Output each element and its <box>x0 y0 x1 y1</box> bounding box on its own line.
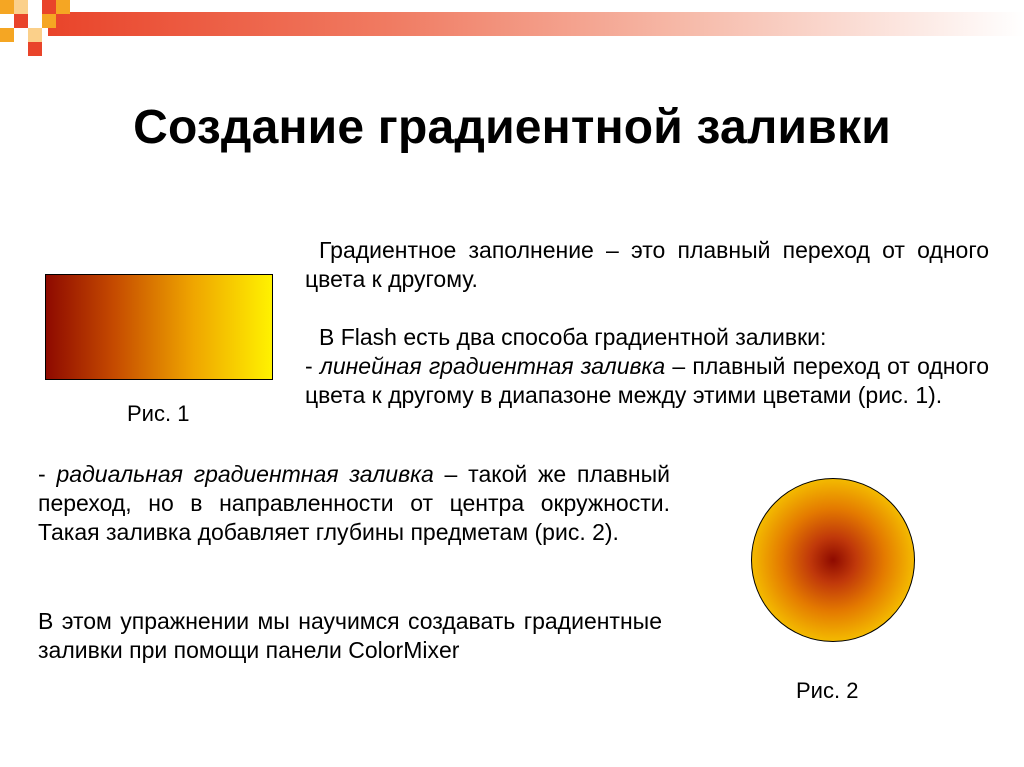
linear-term: линейная градиентная заливка <box>319 353 666 379</box>
header-decor-bar <box>48 12 1024 36</box>
definition-text: Градиентное заполнение – это плавный переход от одного цвета к другому. <box>305 237 989 292</box>
radial-gradient-circle <box>751 478 915 642</box>
definition-paragraph <box>305 236 989 294</box>
linear-dash: - <box>305 353 320 379</box>
linear-description: – плавный переход от одного цвета к другому в диапазоне между этими цветами (рис. 1). <box>305 353 989 408</box>
methods-paragraph <box>305 323 989 410</box>
radial-paragraph <box>38 460 670 547</box>
linear-gradient-rectangle <box>45 274 273 380</box>
radial-description: – такой же плавный переход, но в направленности от центра окружности. Такая заливка добавляет глубины предметам (рис. 2). <box>38 461 670 545</box>
figure1-caption: Рис. 1 <box>127 401 190 426</box>
slide-title: Создание градиентной заливки <box>133 101 891 154</box>
radial-dash: - <box>38 461 57 487</box>
radial-term: радиальная градиентная заливка <box>56 461 434 487</box>
figure2-caption: Рис. 2 <box>796 678 859 703</box>
exercise-paragraph: В этом упражнении мы научимся создавать градиентные заливки при помощи панели ColorMixer <box>38 608 662 663</box>
methods-intro: В Flash есть два способа градиентной заливки: <box>319 324 827 350</box>
